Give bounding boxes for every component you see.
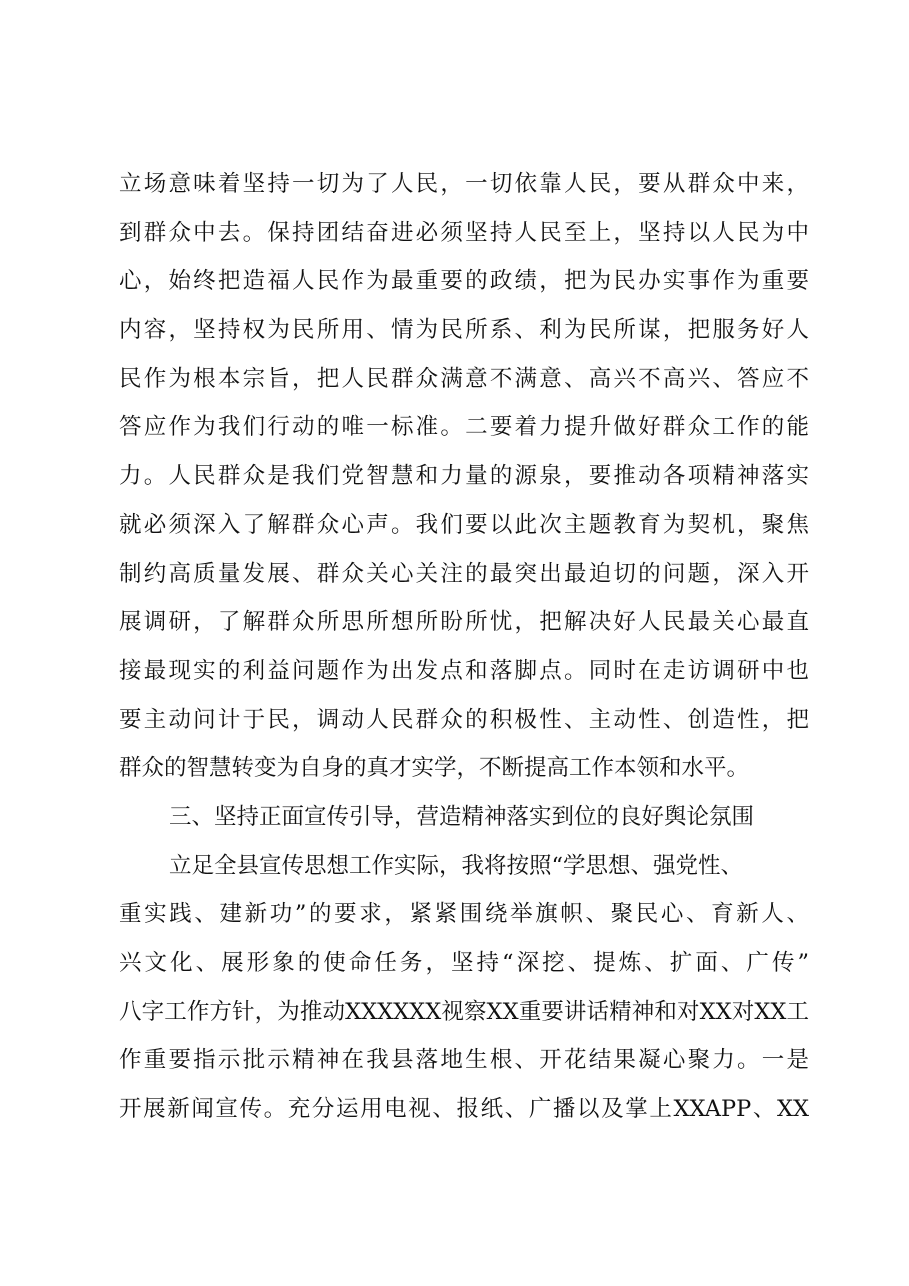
text-line: 要主动问计于民，调动人民群众的积极性、主动性、创造性，把 xyxy=(119,706,809,733)
text-line: 立场意味着坚持一切为了人民，一切依靠人民，要从群众中来， xyxy=(119,171,809,197)
text-line: 重实践、建新功”的要求，紧紧围绕举旗帜、聚民心、育新人、 xyxy=(119,901,809,928)
text-line: 民作为根本宗旨，把人民群众满意不满意、高兴不高兴、答应不 xyxy=(119,365,809,392)
text-line: 兴文化、展形象的使命任务，坚持“深挖、提炼、扩面、广传” xyxy=(119,950,809,976)
text-line: 心，始终把造福人民作为最重要的政绩，把为民办实事作为重要 xyxy=(119,268,809,295)
text-line: 开展新闻宣传。充分运用电视、报纸、广播以及掌上XXAPP、XX xyxy=(119,1096,809,1123)
body-text xyxy=(119,160,809,1134)
text-line: 答应作为我们行动的唯一标准。二要着力提升做好群众工作的能 xyxy=(119,414,809,441)
section-heading: 三、坚持正面宣传引导，营造精神落实到位的良好舆论氛围 xyxy=(169,803,755,830)
text-line: 制约高质量发展、群众关心关注的最突出最迫切的问题，深入开 xyxy=(119,560,809,587)
text-line: 八字工作方针，为推动XXXXXX视察XX重要讲话精神和对XX对XX工 xyxy=(119,998,809,1025)
text-line: 作重要指示批示精神在我县落地生根、开花结果凝心聚力。一是 xyxy=(119,1047,809,1074)
text-line: 力。人民群众是我们党智慧和力量的源泉，要推动各项精神落实 xyxy=(119,463,809,490)
text-line: 内容，坚持权为民所用、情为民所系、利为民所谋，把服务好人 xyxy=(119,317,809,344)
paragraph-first-line: 立足全县宣传思想工作实际，我将按照“学思想、强党性、 xyxy=(169,852,744,879)
text-line: 到群众中去。保持团结奋进必须坚持人民至上，坚持以人民为中 xyxy=(119,219,809,246)
text-line: 接最现实的利益问题作为出发点和落脚点。同时在走访调研中也 xyxy=(119,657,809,684)
text-line: 群众的智慧转变为自身的真才实学，不断提高工作本领和水平。 xyxy=(119,755,750,782)
text-line: 就必须深入了解群众心声。我们要以此次主题教育为契机，聚焦 xyxy=(119,511,809,538)
text-line: 展调研，了解群众所思所想所盼所忧，把解决好人民最关心最直 xyxy=(119,609,809,636)
